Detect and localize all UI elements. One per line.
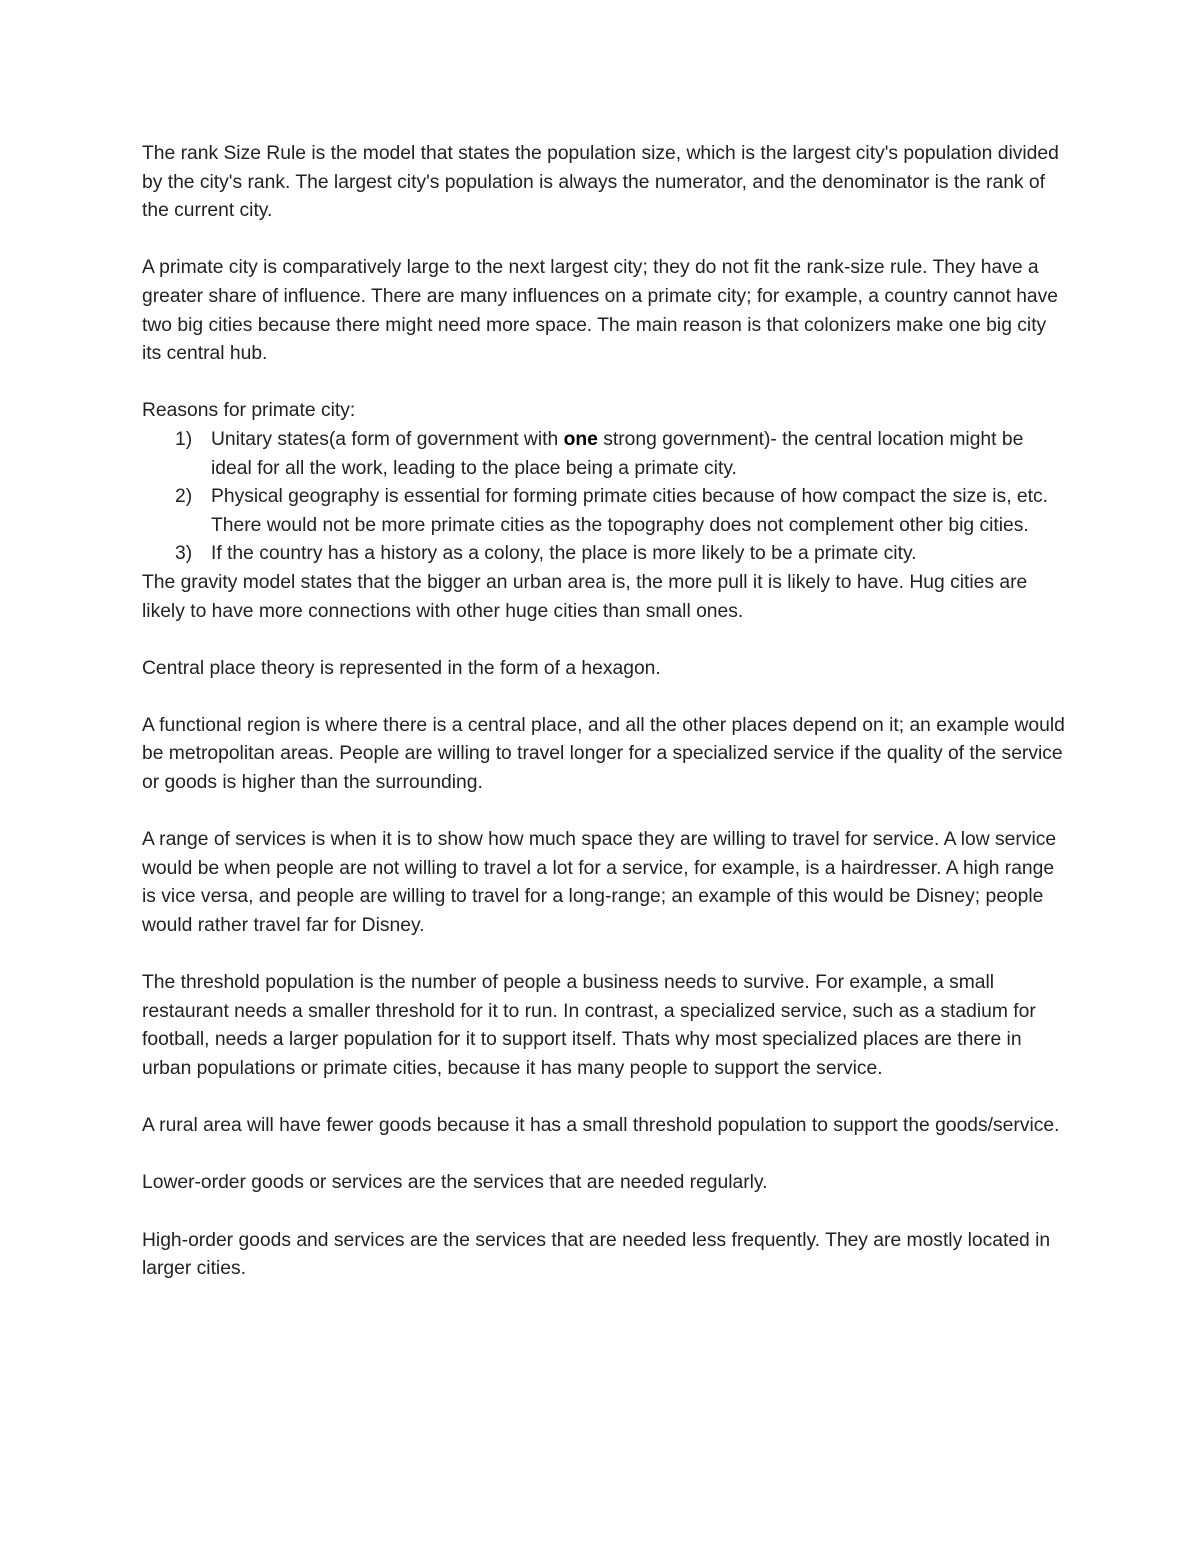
list-item-text: Physical geography is essential for forming primate cities because of how compact the size is, etc. There would not be more primate cities as the topography does not complement other big cities. xyxy=(211,486,1048,536)
paragraph-primate-city: A primate city is comparatively large to the next largest city; they do not fit the rank-size rule. They have a greater share of influence. There are many influences on a primate city; for example, a country cannot have two big cities because there might need more space. The main reason is that colonizers make one big city its central hub. xyxy=(142,257,1059,365)
paragraph-functional-region: A functional region is where there is a central place, and all the other places depend on it; an example would be metropolitan areas. People are willing to travel longer for a specialized service if the quality of the service or goods is higher than the surrounding. xyxy=(142,714,1065,794)
list-item xyxy=(142,426,1067,483)
paragraph-rural-area: A rural area will have fewer goods because it has a small threshold population to support the goods/service. xyxy=(142,1115,1060,1137)
list-item-text-after: strong government)- the central location might be ideal for all the work, leading to the place being a primate city. xyxy=(211,428,1024,479)
paragraph-gravity-model: The gravity model states that the bigger an urban area is, the more pull it is likely to have. Hug cities are likely to have more connections with other huge cities than small ones. xyxy=(142,571,1028,622)
list-item xyxy=(142,540,1067,569)
reasons-list xyxy=(142,426,1067,569)
paragraph-lower-order: Lower-order goods or services are the services that are needed regularly. xyxy=(142,1172,768,1194)
paragraph-rank-size-rule: The rank Size Rule is the model that states the population size, which is the largest city's population divided by the city's rank. The largest city's population is always the numerator, and the denominator is the rank of the current city. xyxy=(142,143,1059,222)
list-item-emphasis: one xyxy=(563,428,598,450)
paragraph-high-order: High-order goods and services are the services that are needed less frequently. They are mostly located in larger cities. xyxy=(142,1229,1051,1280)
paragraph-threshold-population: The threshold population is the number of people a business needs to survive. For example, a small restaurant needs a smaller threshold for it to run. In contrast, a specialized service, such as a stadium for football, needs a larger population for it to support itself. Thats why most specialized places are there in urban populations or primate cities, because it has many people to support the service. xyxy=(142,972,1036,1079)
paragraph-range-of-services: A range of services is when it is to show how much space they are willing to travel for service. A low service would be when people are not willing to travel a lot for a service, for example, is a hairdresser. A high range is vice versa, and people are willing to travel for a long-range; an example of this would be Disney; people would rather travel far for Disney. xyxy=(142,829,1057,937)
list-item-text: If the country has a history as a colony, the place is more likely to be a primate city. xyxy=(211,543,917,565)
list-item xyxy=(142,483,1067,540)
list-item-number: 1) xyxy=(175,428,193,450)
document-body xyxy=(142,140,1067,1312)
list-item-number: 3) xyxy=(175,543,193,565)
reasons-heading: Reasons for primate city: xyxy=(142,400,356,422)
paragraph-central-place: Central place theory is represented in the form of a hexagon. xyxy=(142,657,661,679)
list-item-number: 2) xyxy=(175,486,193,508)
list-item-text-before: Unitary states(a form of government with xyxy=(211,428,564,450)
